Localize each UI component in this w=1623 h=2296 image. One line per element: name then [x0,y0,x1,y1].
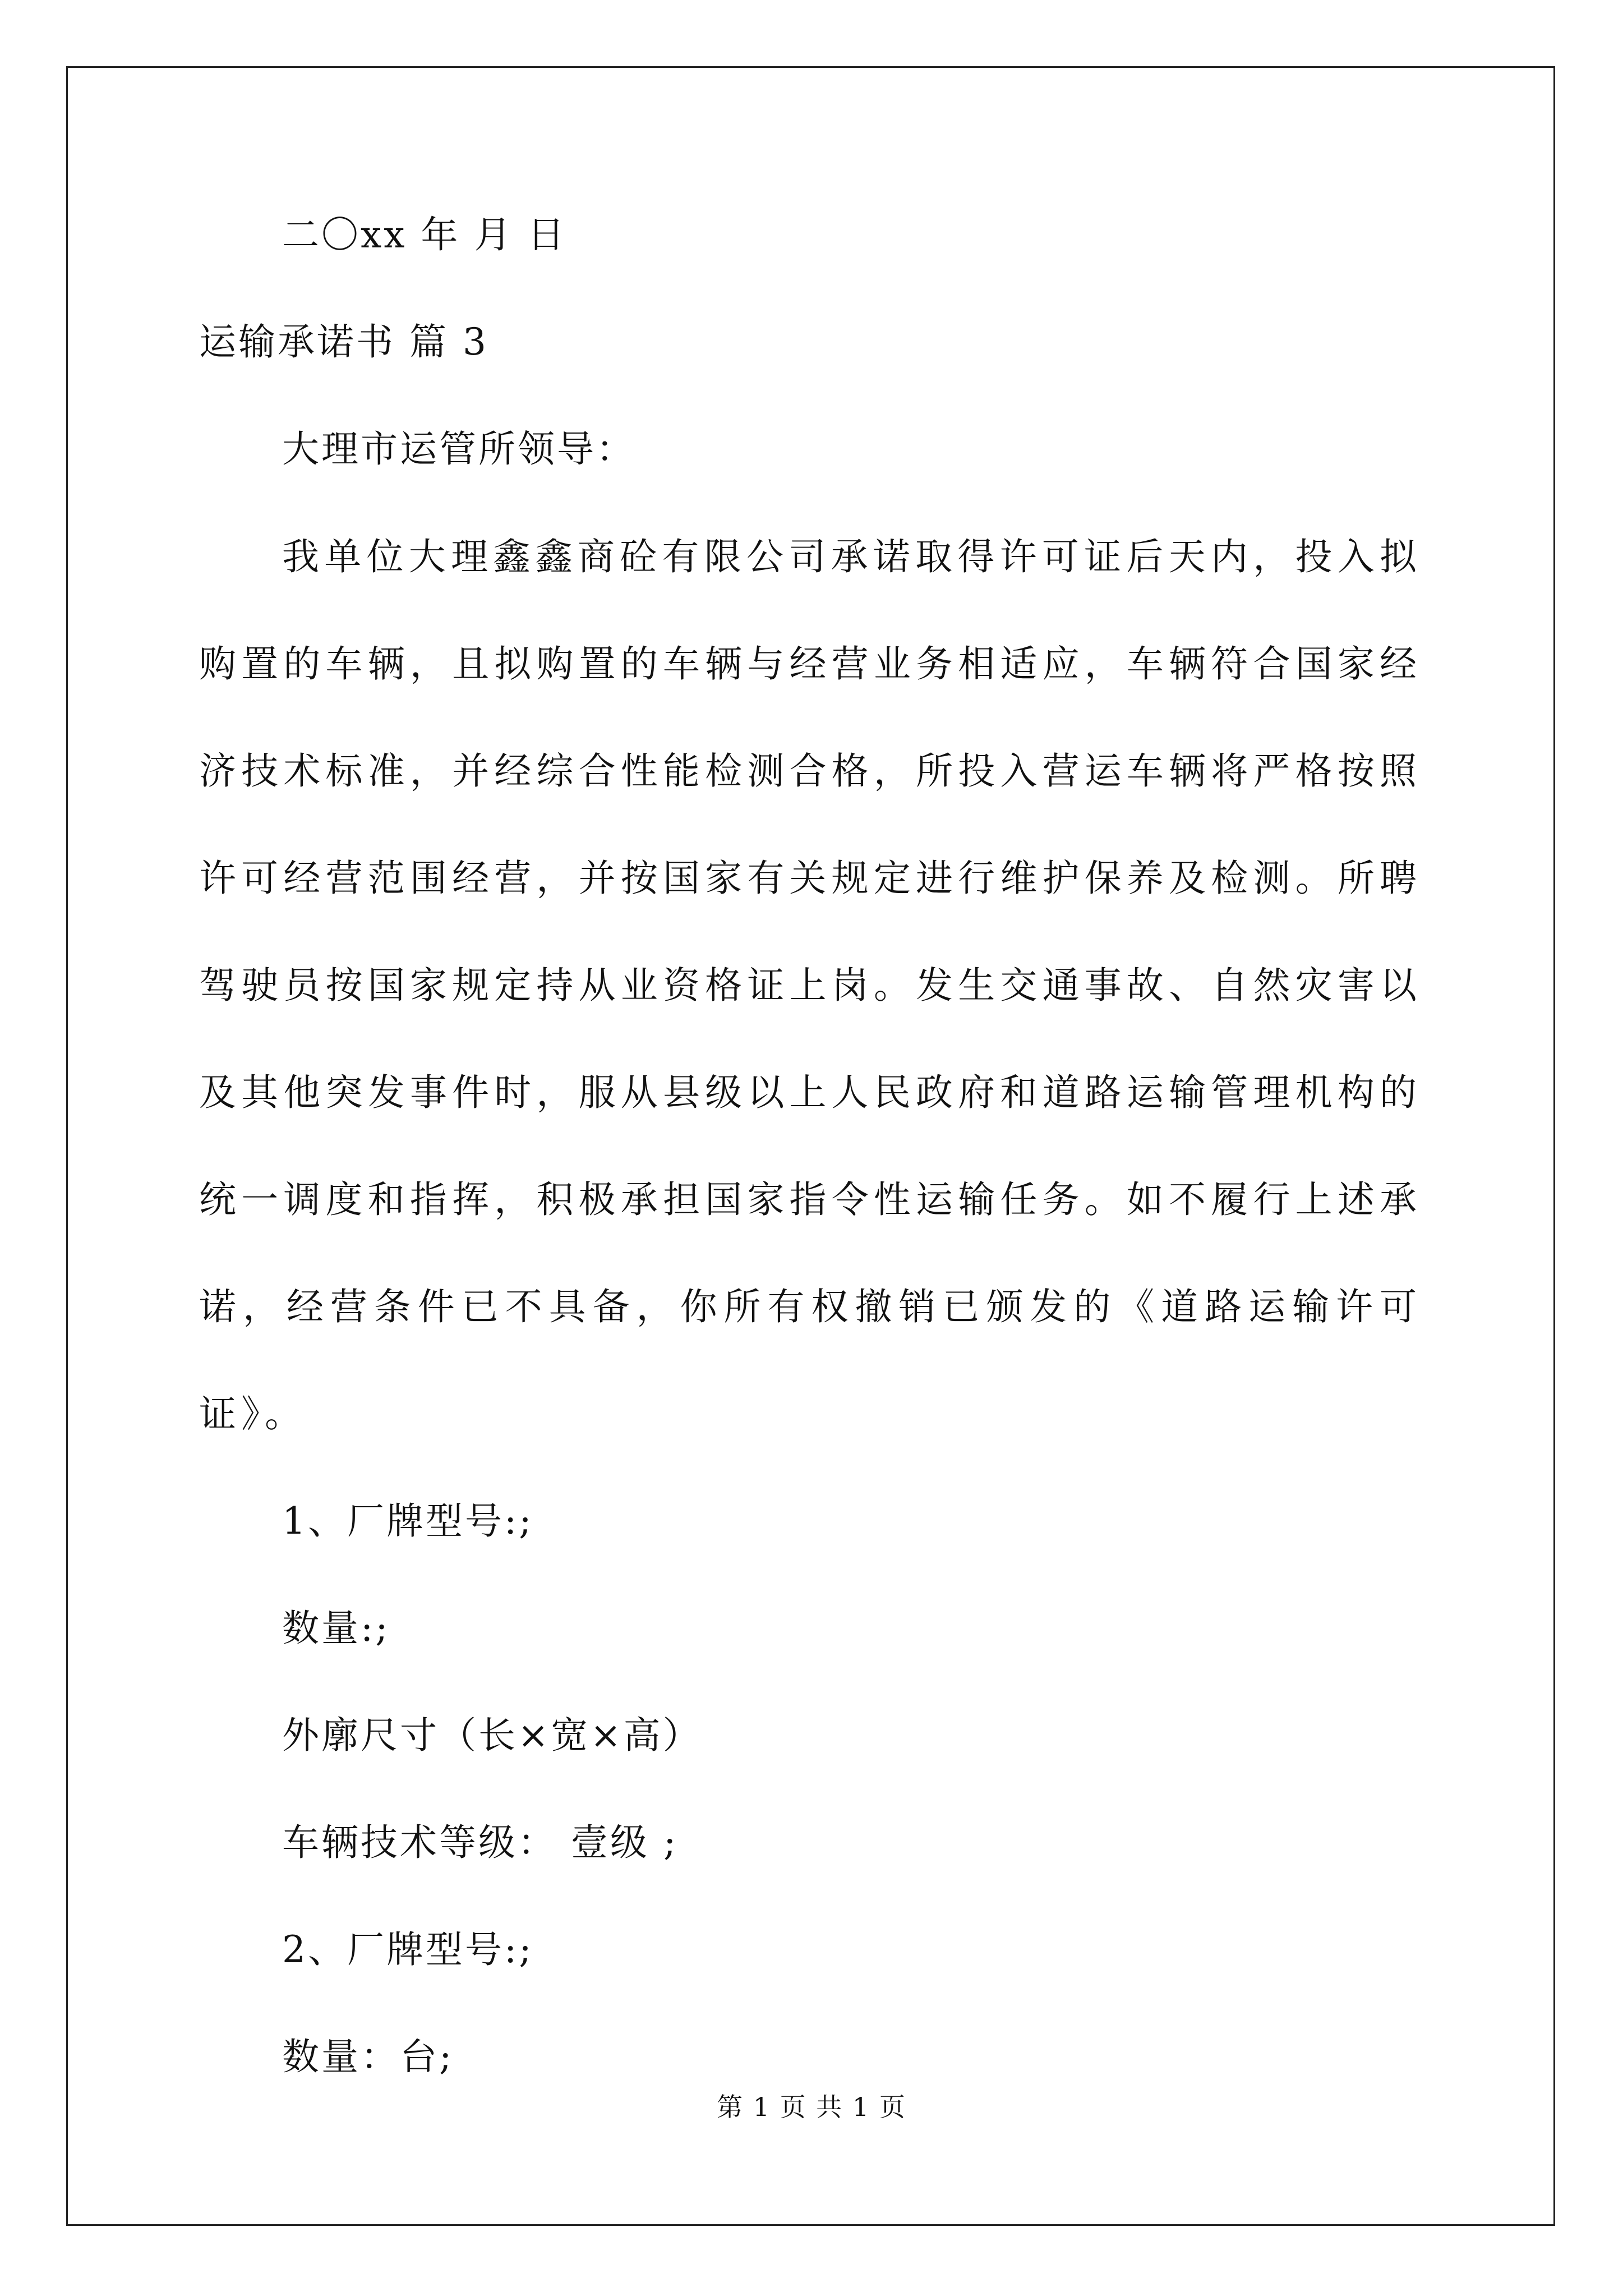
page-footer: 第 1 页 共 1 页 [717,2092,906,2122]
item-quantity-2: 数量：台; [282,2035,454,2078]
item-quantity-1: 数量:; [282,1607,390,1650]
item-brand-model-2: 2、厂牌型号:; [282,1928,534,1971]
date-line: 二〇xx 年 月 日 [282,213,567,256]
item-dimensions: 外廓尺寸（长×宽×高） [282,1714,702,1757]
body-paragraph: 我单位大理鑫鑫商砼有限公司承诺取得许可证后天内，投入拟购置的车辆，且拟购置的车辆与经营业务相适应，车辆符合国家经济技术标准，并经综合性能检测合格，所投入营运车辆将严格按照许可经营范围经营，并按国家有关规定进行维护保养及检测。所聘驾驶员按国家规定持从业资格证上岗。发生交通事故、自然灾害以及其他突发事件时，服从县级以上人民政府和道路运输管理机构的统一调度和指挥，积极承担国家指令性运输任务。如不履行上述承诺，经营条件已不具备，你所有权撤销已颁发的《道路运输许可证》。 [199,535,1422,1435]
item-tech-grade: 车辆技术等级： 壹级 ; [282,1821,679,1864]
salutation: 大理市运管所领导： [282,427,635,471]
document-body [199,213,1422,2142]
item-brand-model-1: 1、厂牌型号:; [282,1499,534,1543]
section-title: 运输承诺书 篇 3 [199,320,488,364]
